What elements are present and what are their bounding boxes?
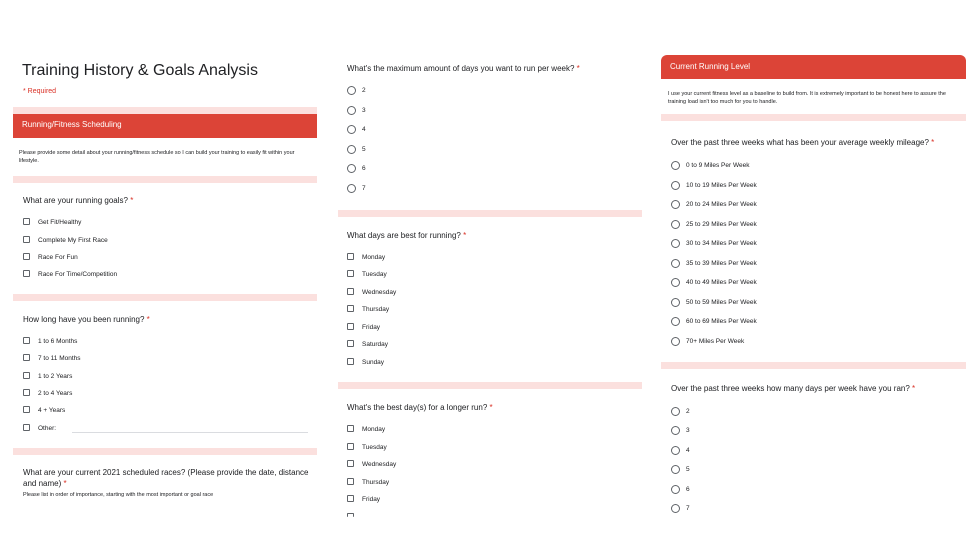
option-label: 60 to 69 Miles Per Week xyxy=(686,318,757,325)
question-label: Over the past three weeks how many days per week have you ran? xyxy=(671,384,910,393)
question-label: Over the past three weeks what has been your average weekly mileage? xyxy=(671,138,929,147)
option-label: Thursday xyxy=(362,479,390,486)
required-note: * Required xyxy=(23,88,57,95)
option-label: Race For Time/Competition xyxy=(38,271,118,278)
divider xyxy=(661,362,966,369)
question-label: How long have you been running? xyxy=(23,315,145,324)
checkbox[interactable] xyxy=(347,460,354,467)
question-long-run-day xyxy=(347,402,493,413)
option-label: Saturday xyxy=(362,341,389,348)
checkbox[interactable] xyxy=(23,389,30,396)
option-label: 20 to 24 Miles Per Week xyxy=(686,201,757,208)
radio-button[interactable] xyxy=(671,181,680,190)
option-label: Complete My First Race xyxy=(38,237,108,244)
option-label: 3 xyxy=(362,107,366,114)
divider xyxy=(13,294,317,301)
checkbox[interactable] xyxy=(23,253,30,260)
section-description: I use your current fitness level as a baseline to build from. It is extremely important to be honest here to assure the training load isn't too much for you to handle. xyxy=(668,91,946,105)
option-label: 3 xyxy=(686,427,690,434)
form-title: Training History & Goals Analysis xyxy=(22,62,258,79)
question-scheduled-races xyxy=(23,467,313,489)
checkbox[interactable] xyxy=(347,288,354,295)
option-label: 6 xyxy=(362,165,366,172)
other-text-input[interactable] xyxy=(72,432,308,433)
divider xyxy=(661,114,966,121)
radio-button[interactable] xyxy=(347,184,356,193)
radio-button[interactable] xyxy=(671,317,680,326)
required-marker: * xyxy=(489,403,493,412)
checkbox[interactable] xyxy=(23,218,30,225)
option-label: Other: xyxy=(38,425,57,432)
checkbox[interactable] xyxy=(23,372,30,379)
option-label: Monday xyxy=(362,254,386,261)
question-best-days xyxy=(347,230,466,241)
radio-button[interactable] xyxy=(347,145,356,154)
option-label: Wednesday xyxy=(362,289,397,296)
option-label: Friday xyxy=(362,496,381,503)
option-label: Sunday xyxy=(362,359,385,366)
question-label: What days are best for running? xyxy=(347,231,461,240)
option-label: Tuesday xyxy=(362,271,387,278)
radio-button[interactable] xyxy=(671,220,680,229)
radio-button[interactable] xyxy=(671,337,680,346)
question-max-days xyxy=(347,63,580,74)
option-label: 40 to 49 Miles Per Week xyxy=(686,279,757,286)
divider xyxy=(13,448,317,455)
checkbox[interactable] xyxy=(23,406,30,413)
required-marker: * xyxy=(146,315,150,324)
checkbox[interactable] xyxy=(347,495,354,502)
question-label: What are your running goals? xyxy=(23,196,128,205)
checkbox[interactable] xyxy=(23,337,30,344)
option-label: 50 to 59 Miles Per Week xyxy=(686,299,757,306)
checkbox[interactable] xyxy=(347,270,354,277)
radio-button[interactable] xyxy=(671,426,680,435)
radio-button[interactable] xyxy=(671,465,680,474)
question-help-text: Please list in order of importance, starting with the most important or goal race xyxy=(23,492,214,498)
option-label: Friday xyxy=(362,324,381,331)
option-label: 2 to 4 Years xyxy=(38,390,73,397)
divider xyxy=(338,382,642,389)
option-label: 2 xyxy=(362,87,366,94)
checkbox[interactable] xyxy=(23,424,30,431)
divider xyxy=(338,210,642,217)
option-label: 7 to 11 Months xyxy=(38,355,81,362)
radio-button[interactable] xyxy=(347,86,356,95)
option-label: 30 to 34 Miles Per Week xyxy=(686,240,757,247)
checkbox[interactable] xyxy=(347,425,354,432)
option-label: Monday xyxy=(362,426,386,433)
checkbox[interactable] xyxy=(347,340,354,347)
option-label: Thursday xyxy=(362,306,390,313)
option-label: Tuesday xyxy=(362,444,387,451)
checkbox[interactable] xyxy=(347,305,354,312)
question-label: What are your current 2021 scheduled races? (Please provide the date, distance and name) xyxy=(23,468,309,488)
question-weekly-mileage xyxy=(671,137,934,148)
checkbox[interactable] xyxy=(23,354,30,361)
option-label: Race For Fun xyxy=(38,254,78,261)
required-marker: * xyxy=(63,479,67,488)
radio-button[interactable] xyxy=(671,259,680,268)
checkbox[interactable] xyxy=(347,478,354,485)
section-header-running-level: Current Running Level xyxy=(661,55,966,79)
option-label: 7 xyxy=(686,505,690,512)
radio-button[interactable] xyxy=(671,200,680,209)
question-label: What's the maximum amount of days you want to run per week? xyxy=(347,64,575,73)
question-label: What's the best day(s) for a longer run? xyxy=(347,403,488,412)
option-label: Get Fit/Healthy xyxy=(38,219,82,226)
radio-button[interactable] xyxy=(671,161,680,170)
checkbox[interactable] xyxy=(23,236,30,243)
required-marker: * xyxy=(130,196,134,205)
option-label: 25 to 29 Miles Per Week xyxy=(686,221,757,228)
divider xyxy=(13,107,317,114)
option-label: 2 xyxy=(686,408,690,415)
required-marker: * xyxy=(576,64,580,73)
radio-button[interactable] xyxy=(671,504,680,513)
option-label: 5 xyxy=(362,146,366,153)
option-label: 1 to 6 Months xyxy=(38,338,78,345)
question-days-ran xyxy=(671,383,915,394)
checkbox-partial[interactable] xyxy=(347,513,354,517)
option-label: 35 to 39 Miles Per Week xyxy=(686,260,757,267)
option-label: 5 xyxy=(686,466,690,473)
question-how-long xyxy=(23,314,150,325)
checkbox[interactable] xyxy=(347,323,354,330)
radio-button[interactable] xyxy=(671,298,680,307)
checkbox[interactable] xyxy=(347,253,354,260)
radio-button[interactable] xyxy=(671,239,680,248)
radio-button[interactable] xyxy=(671,446,680,455)
option-label: 7 xyxy=(362,185,366,192)
section-description: Please provide some detail about your running/fitness schedule so I can build your training to easily fit within your lifestyle. xyxy=(19,150,295,164)
radio-button[interactable] xyxy=(347,164,356,173)
radio-button[interactable] xyxy=(347,106,356,115)
divider xyxy=(13,176,317,183)
checkbox[interactable] xyxy=(347,358,354,365)
checkbox[interactable] xyxy=(347,443,354,450)
option-label: 4 + Years xyxy=(38,407,66,414)
required-marker: * xyxy=(931,138,935,147)
radio-button[interactable] xyxy=(347,125,356,134)
radio-button[interactable] xyxy=(671,278,680,287)
option-label: 10 to 19 Miles Per Week xyxy=(686,182,757,189)
option-label: 4 xyxy=(362,126,366,133)
required-marker: * xyxy=(463,231,467,240)
radio-button[interactable] xyxy=(671,485,680,494)
option-label: 4 xyxy=(686,447,690,454)
option-label: 1 to 2 Years xyxy=(38,373,73,380)
option-label: 70+ Miles Per Week xyxy=(686,338,745,345)
required-marker: * xyxy=(912,384,916,393)
section-header-scheduling: Running/Fitness Scheduling xyxy=(13,114,317,138)
option-label: Wednesday xyxy=(362,461,397,468)
option-label: 0 to 9 Miles Per Week xyxy=(686,162,750,169)
question-running-goals xyxy=(23,195,133,206)
checkbox[interactable] xyxy=(23,270,30,277)
option-label: 6 xyxy=(686,486,690,493)
radio-button[interactable] xyxy=(671,407,680,416)
